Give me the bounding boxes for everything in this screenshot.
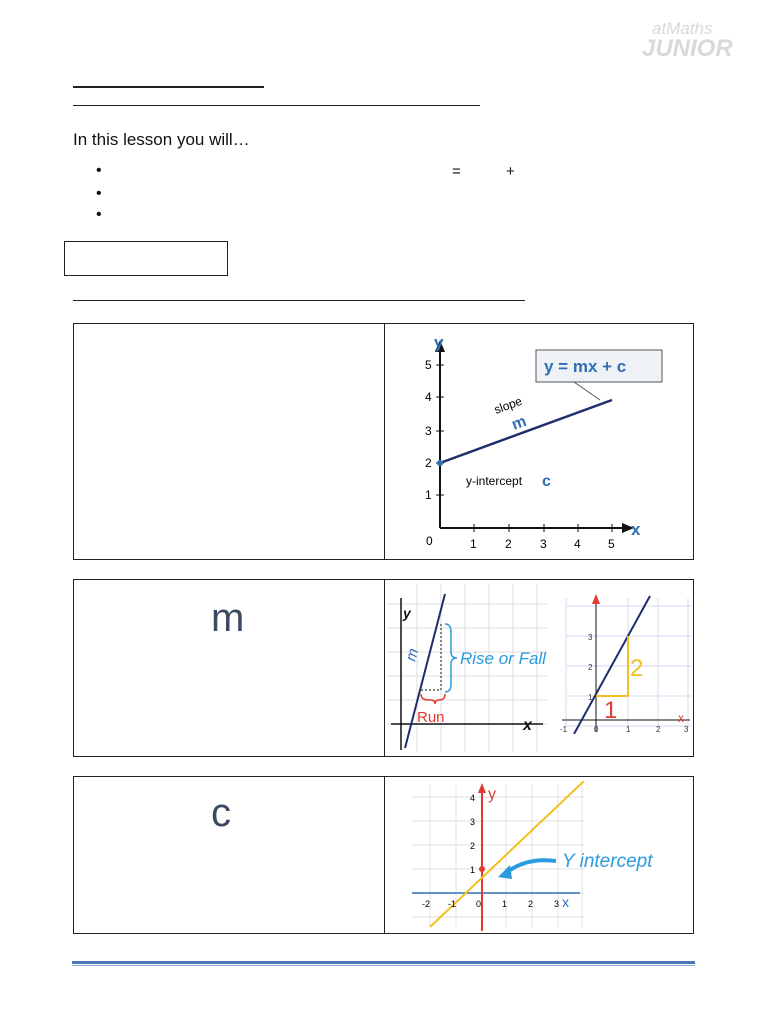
rr-y-label: y <box>403 605 411 621</box>
panel-divider <box>384 580 385 756</box>
ge-x-tick: 0 <box>594 725 599 734</box>
y-tick: 4 <box>425 390 432 404</box>
ig-x-tick: 2 <box>528 899 534 909</box>
ig-x-tick: -1 <box>448 899 457 909</box>
rise-label: Rise or Fall <box>460 649 546 668</box>
axis-x-label: x <box>631 520 641 539</box>
ig-y-tick: 1 <box>470 865 476 875</box>
x-tick: 1 <box>470 537 477 551</box>
equation-line <box>440 400 612 463</box>
bullet-1: • <box>96 162 102 179</box>
ig-y-tick: 3 <box>470 817 476 827</box>
panel-equation <box>73 323 694 560</box>
title-underline <box>73 86 264 88</box>
brand-line1: atMaths <box>652 19 713 38</box>
plus-sign: + <box>506 163 515 180</box>
y-tick: 1 <box>425 488 432 502</box>
ig-x-tick: 0 <box>476 899 482 909</box>
equation-text: y = mx + c <box>544 357 627 376</box>
gradient-example-graph <box>558 594 692 734</box>
ge-x-tick: 3 <box>684 725 689 734</box>
rr-x-label: x <box>523 717 532 734</box>
ig-y-tick: 4 <box>470 793 476 803</box>
rise-value: 2 <box>630 655 644 682</box>
x-tick: 3 <box>540 537 547 551</box>
x-tick: 4 <box>574 537 581 551</box>
ig-y-label: y <box>488 786 496 803</box>
intercept-c: c <box>542 473 551 490</box>
intercept-point <box>437 460 443 466</box>
run-value: 1 <box>604 697 618 724</box>
ge-y-tick: 2 <box>588 663 593 672</box>
intercept-letter: c <box>211 791 231 835</box>
axis-y-label: y <box>434 333 444 352</box>
y-tick: 3 <box>425 424 432 438</box>
subtitle-underline <box>73 105 480 106</box>
rise-run-graph <box>387 584 547 752</box>
panel-divider <box>384 777 385 933</box>
y-tick: 5 <box>425 358 432 372</box>
panel-divider <box>384 324 385 559</box>
intercept-label: y-intercept <box>466 474 523 488</box>
x-tick: 5 <box>608 537 615 551</box>
ig-y-tick: 2 <box>470 841 476 851</box>
y-tick: 2 <box>425 456 432 470</box>
ig-x-label: x <box>562 894 569 910</box>
footer-rule-thin <box>72 965 695 966</box>
ig-x-tick: 3 <box>554 899 560 909</box>
slope-m: m <box>509 412 529 434</box>
rr-m: m <box>402 646 423 664</box>
ig-x-tick: -2 <box>422 899 431 909</box>
ge-x-tick: -1 <box>560 725 568 734</box>
ge-x-tick: 1 <box>626 725 631 734</box>
gradient-letter: m <box>211 596 245 640</box>
equation-graph <box>404 330 689 554</box>
intercept-graph <box>412 781 682 931</box>
origin-label: 0 <box>426 534 433 548</box>
intro-text: In this lesson you will… <box>73 130 250 149</box>
ig-x-tick: 1 <box>502 899 508 909</box>
bullet-3: • <box>96 206 102 223</box>
equals-sign: = <box>452 163 461 180</box>
ge-x-label: x <box>678 711 684 725</box>
ig-intercept-point <box>479 866 485 872</box>
footer-rule <box>72 961 695 964</box>
empty-box <box>64 241 228 276</box>
ge-x-tick: 2 <box>656 725 661 734</box>
slope-label: slope <box>492 393 524 417</box>
brand-logo <box>640 14 750 104</box>
run-label: Run <box>417 709 445 726</box>
panel-intercept <box>73 776 694 934</box>
section-underline <box>73 300 525 301</box>
ge-y-tick: 1 <box>588 693 593 702</box>
ig-label: Y intercept <box>562 851 653 872</box>
ge-y-tick: 3 <box>588 633 593 642</box>
panel-gradient <box>73 579 694 757</box>
brand-line2: JUNIOR <box>642 35 733 62</box>
bullet-2: • <box>96 185 102 202</box>
x-tick: 2 <box>505 537 512 551</box>
